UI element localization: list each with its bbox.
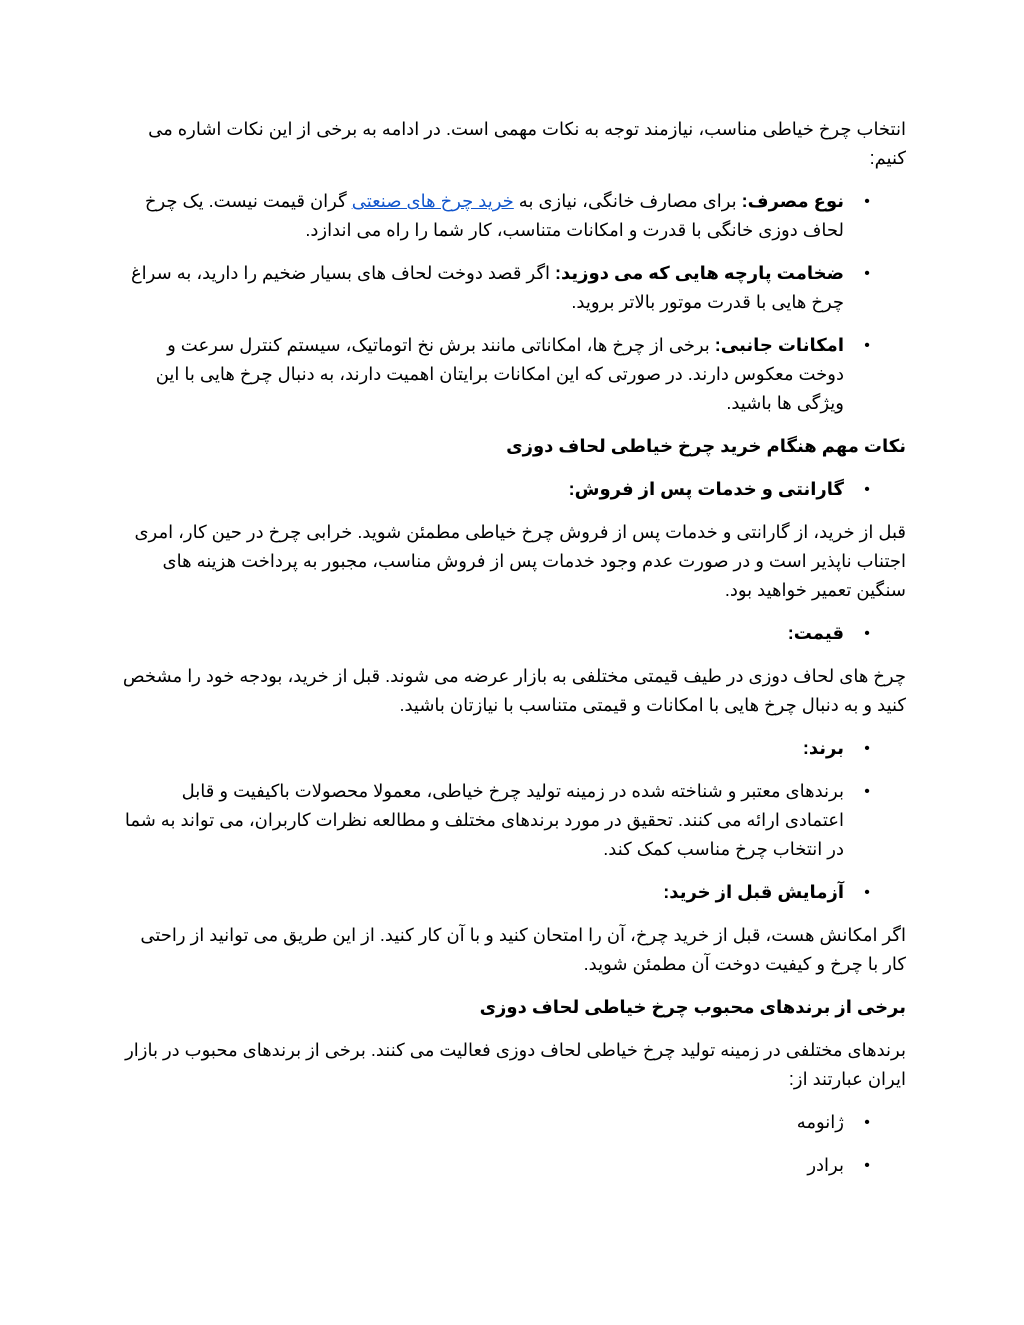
list-item — [120, 475, 906, 504]
brand-name: ژانومه — [796, 1112, 844, 1132]
list-item — [120, 619, 906, 648]
list-item — [120, 777, 906, 864]
bullet-icon: • — [864, 884, 870, 901]
section-heading: نکات مهم هنگام خرید چرخ خیاطی لحاف دوزی — [506, 436, 906, 456]
price-paragraph: چرخ های لحاف دوزی در طیف قیمتی مختلفی به بازار عرضه می شوند. قبل از خرید، بودجه خود را مشخص کنید و به دنبال چرخ هایی با امکانات و قیمتی متناسب با نیازتان باشید. — [122, 666, 906, 715]
bullet-icon: • — [864, 740, 870, 757]
bullet-icon: • — [864, 625, 870, 642]
list-item — [120, 878, 906, 907]
item-text: برخی از چرخ ها، امکاناتی مانند برش نخ اتوماتیک، سیستم کنترل سرعت و دوخت معکوس دارند. در صورتی که این امکانات برایتان اهمیت دارند، به دنبال چرخ هایی با این ویژگی ها باشید. — [155, 335, 844, 413]
list-item — [120, 734, 906, 763]
item-title: گارانتی و خدمات پس از فروش: — [568, 479, 844, 499]
bullet-icon: • — [864, 265, 870, 282]
item-title: برند: — [802, 738, 844, 758]
bullet-icon: • — [864, 1114, 870, 1131]
brands-intro-paragraph: برندهای مختلفی در زمینه تولید چرخ خیاطی لحاف دوزی فعالیت می کنند. برخی از برندهای محبوب در بازار ایران عبارتند از: — [125, 1040, 906, 1089]
bullet-icon: • — [864, 337, 870, 354]
list-item — [120, 259, 906, 317]
list-item — [120, 331, 906, 418]
item-title: قیمت: — [787, 623, 844, 643]
item-title: نوع مصرف: — [741, 191, 844, 211]
item-title: ضخامت پارچه هایی که می دوزید: — [555, 263, 844, 283]
test-paragraph: اگر امکانش هست، قبل از خرید چرخ، آن را امتحان کنید و با آن کار کنید. از این طریق می توانید از راحتی کار با چرخ و کیفیت دوخت آن مطمئن شوید. — [140, 925, 906, 974]
warranty-list — [120, 475, 906, 504]
brand-list — [120, 734, 906, 907]
intro-paragraph: انتخاب چرخ خیاطی مناسب، نیازمند توجه به نکات مهمی است. در ادامه به برخی از این نکات اشاره می کنیم: — [148, 119, 906, 168]
bullet-icon: • — [864, 481, 870, 498]
item-text: اگر قصد دوخت لحاف های بسیار ضخیم را دارید، به سراغ چرخ هایی با قدرت موتور بالاتر بروید. — [130, 263, 844, 312]
popular-brands-list — [120, 1108, 906, 1180]
list-item — [120, 1151, 906, 1180]
item-title: آزمایش قبل از خرید: — [663, 882, 844, 902]
bullet-icon: • — [864, 1157, 870, 1174]
brand-name: برادر — [807, 1155, 844, 1175]
list-item — [120, 187, 906, 245]
bullet-icon: • — [864, 193, 870, 210]
item-title: امکانات جانبی: — [714, 335, 844, 355]
item-text: گران قیمت نیست. یک چرخ لحاف دوزی خانگی با قدرت و امکانات متناسب، کار شما را راه می اندازد. — [144, 191, 844, 240]
price-list — [120, 619, 906, 648]
item-text: برای مصارف خانگی، نیازی به — [513, 191, 742, 211]
item-text: برندهای معتبر و شناخته شده در زمینه تولید چرخ خیاطی، معمولا محصولات باکیفیت و قابل اعتمادی ارائه می کنند. تحقیق در مورد برندهای مختلف و مطالعه نظرات کاربران، می تواند به شما در انتخاب چرخ مناسب کمک کند. — [124, 781, 844, 859]
section-heading: برخی از برندهای محبوب چرخ خیاطی لحاف دوزی — [479, 997, 906, 1017]
list-item — [120, 1108, 906, 1137]
considerations-list — [120, 187, 906, 418]
warranty-paragraph: قبل از خرید، از گارانتی و خدمات پس از فروش چرخ خیاطی مطمئن شوید. خرابی چرخ در حین کار، امری اجتناب ناپذیر است و در صورت عدم وجود خدمات پس از فروش مناسب، مجبور به پرداخت هزینه های سنگین تعمیر خواهید بود. — [134, 522, 906, 600]
document-body — [120, 115, 906, 1194]
industrial-machines-link[interactable]: خرید چرخ های صنعتی — [351, 191, 514, 211]
bullet-icon: • — [864, 783, 870, 800]
